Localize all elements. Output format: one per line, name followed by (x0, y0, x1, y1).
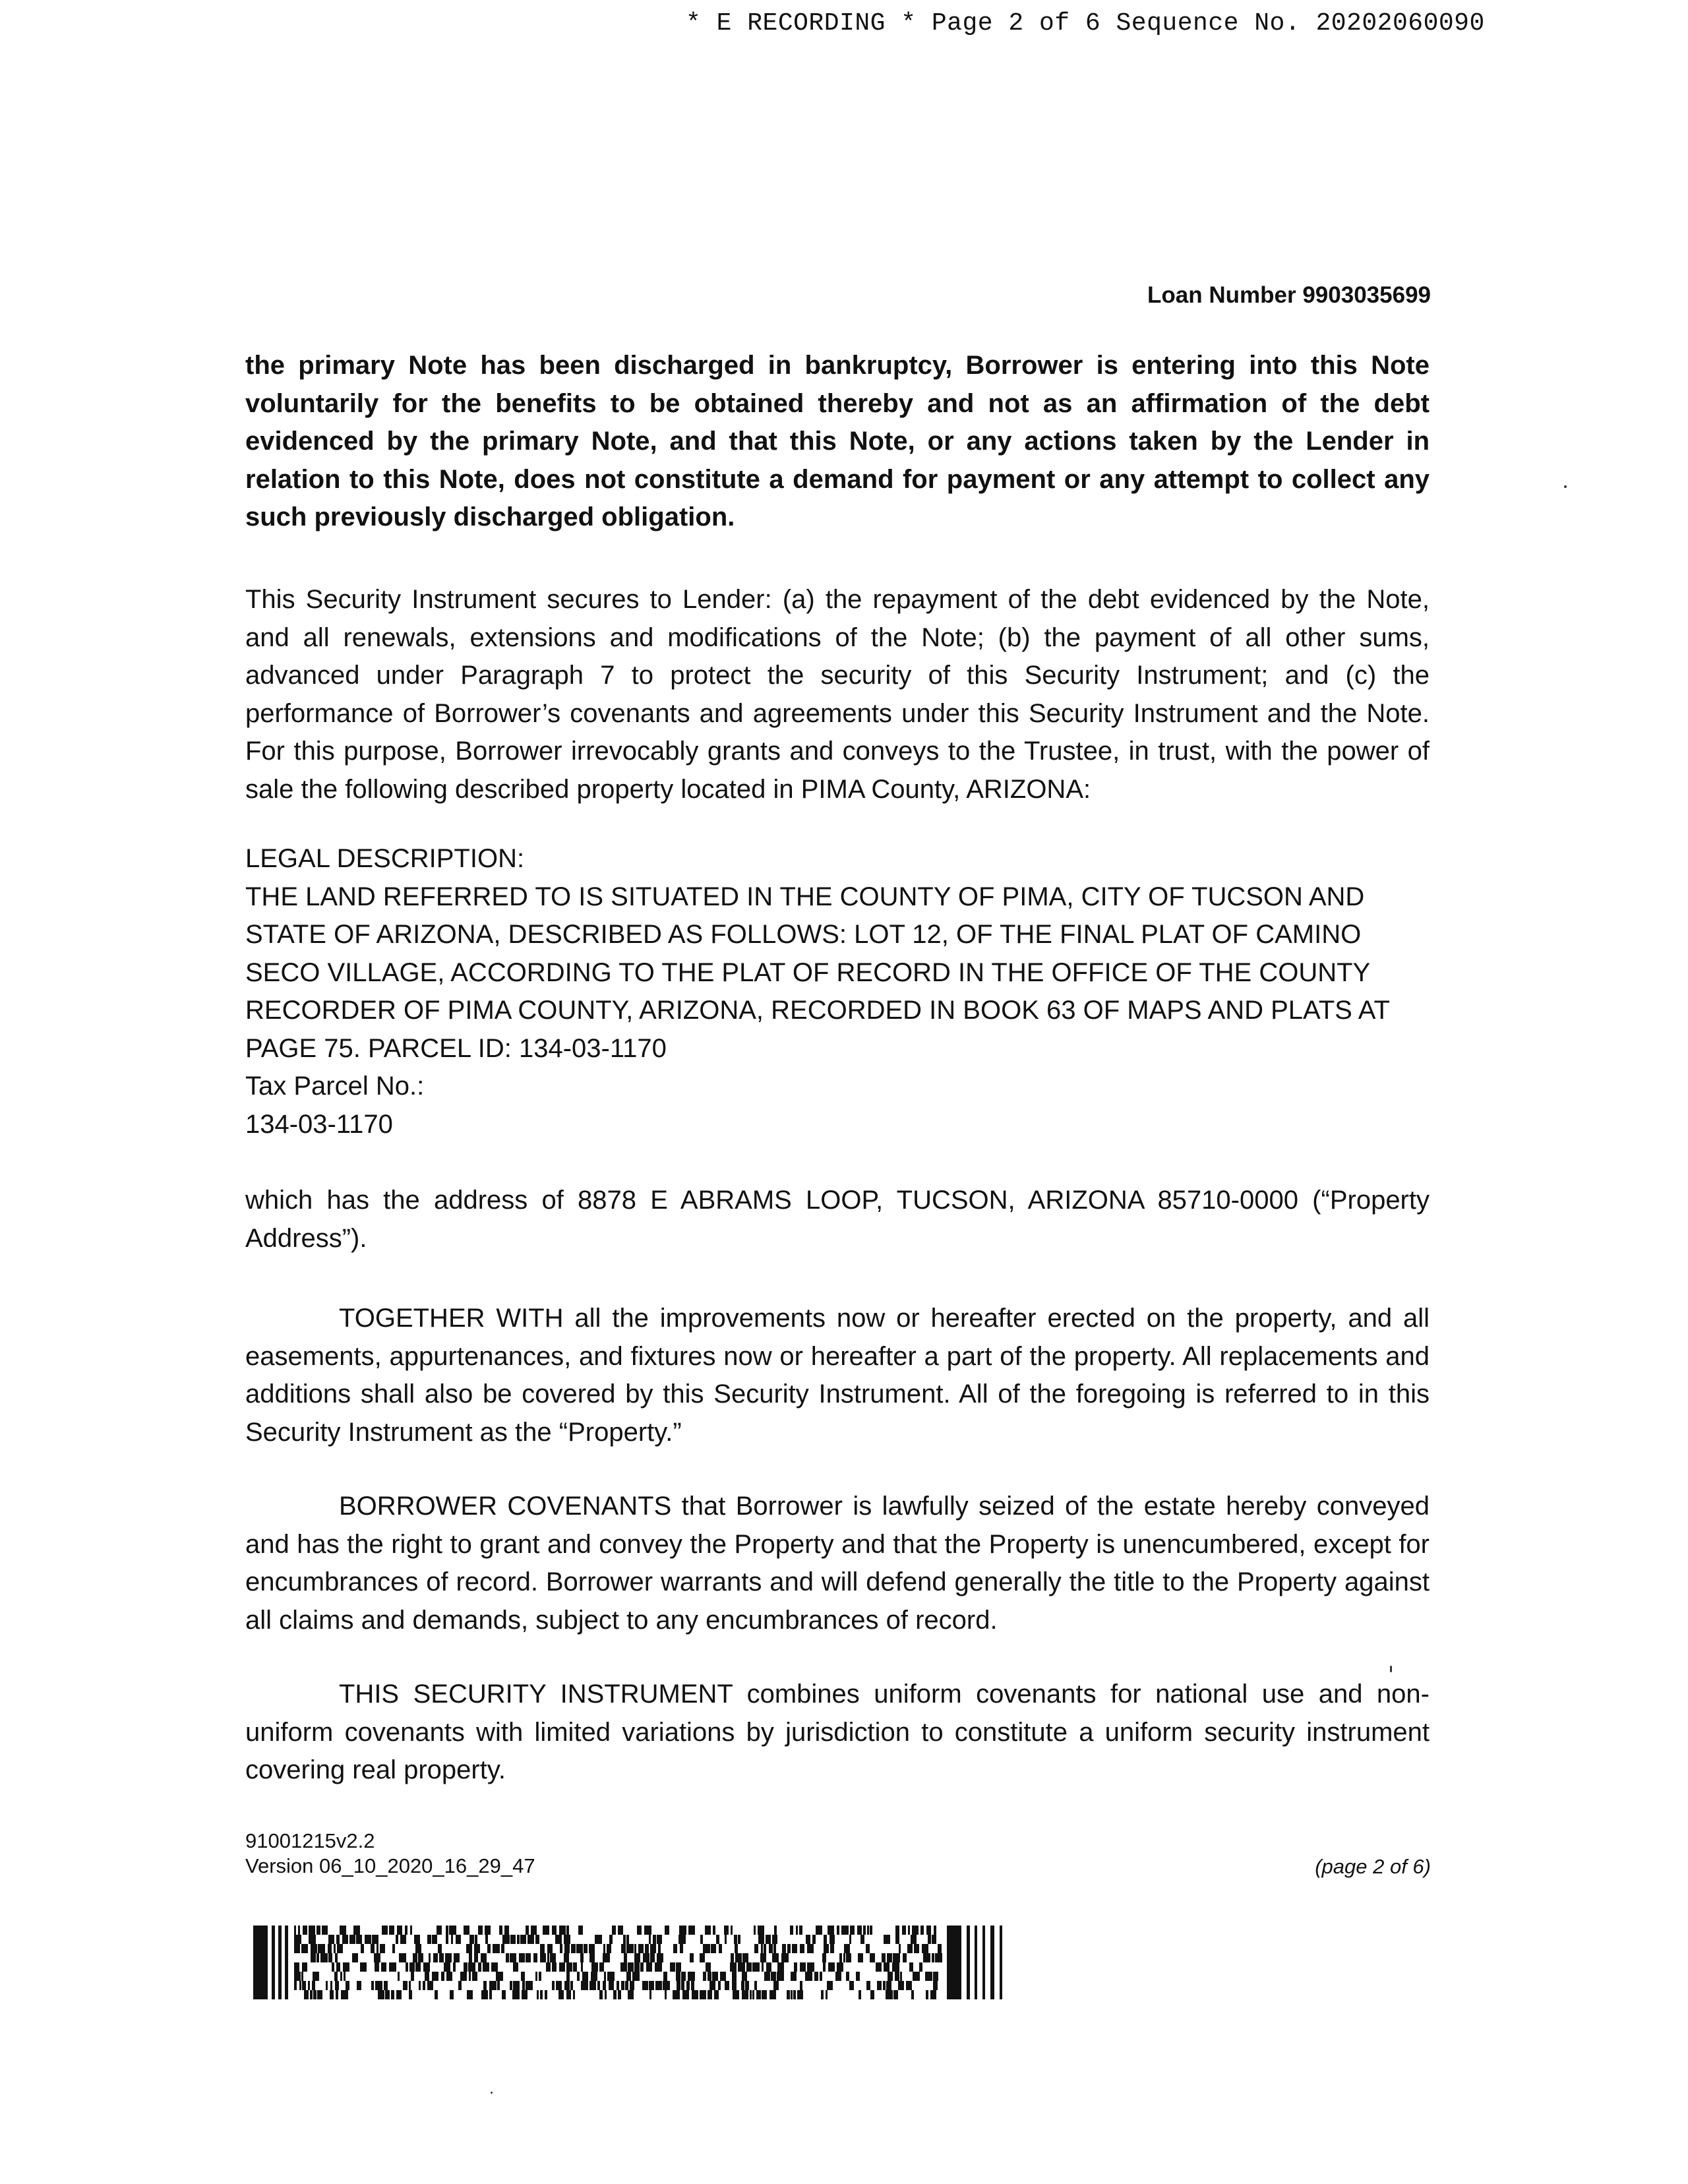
together-with-paragraph: TOGETHER WITH all the improvements now or hereafter erected on the property, and all easements, appurtenances, and fixtures now or hereafter a part of the property. All replacements and additions shall also be covered by this Security Instrument. All of the foregoing is referred to in this Security Instrument as the “Property.” (245, 1304, 1430, 1447)
scan-speck (1390, 1666, 1392, 1672)
scan-speck (1564, 485, 1567, 488)
loan-number: Loan Number 9903035699 (1147, 282, 1431, 308)
legal-line: RECORDER OF PIMA COUNTY, ARIZONA, RECORDED IN BOOK 63 OF MAPS AND PLATS AT (245, 996, 1390, 1025)
legal-heading: LEGAL DESCRIPTION: (245, 844, 525, 873)
recording-header: * E RECORDING * Page 2 of 6 Sequence No. 20202060090 (686, 9, 1485, 38)
legal-line: THE LAND REFERRED TO IS SITUATED IN THE COUNTY OF PIMA, CITY OF TUCSON AND (245, 882, 1365, 911)
legal-line: PAGE 75. PARCEL ID: 134-03-1170 (245, 1033, 667, 1063)
form-id: 91001215v2.2 (245, 1829, 375, 1852)
version-string: Version 06_10_2020_16_29_47 (245, 1854, 535, 1877)
borrower-covenants-paragraph: BORROWER COVENANTS that Borrower is lawfully seized of the estate hereby conveyed and has the right to grant and convey the Property and that the Property is unencumbered, except for encumbrances of record. Borrower warrants and will defend generally the title to the Property against all claims and demands, subject to any encumbrances of record. (245, 1492, 1430, 1635)
bankruptcy-paragraph: the primary Note has been discharged in bankruptcy, Borrower is entering into this Note voluntarily for the benefits to be obtained thereby and not as an affirmation of the debt evidenced by the primary Note, and that this Note, or any actions taken by the Lender in relation to this Note, does not constitute a demand for payment or any attempt to collect any such previously discharged obligation. (245, 351, 1430, 531)
tax-parcel-value: 134-03-1170 (245, 1109, 393, 1139)
scan-speck (491, 2092, 493, 2094)
security-instrument-paragraph: THIS SECURITY INSTRUMENT combines uniform covenants for national use and non-uniform covenants with limited variations by jurisdiction to constitute a uniform security instrument covering real property. (245, 1680, 1430, 1784)
address-paragraph: which has the address of 8878 E ABRAMS LOOP, TUCSON, ARIZONA 85710-0000 (“Property Address”). (245, 1186, 1430, 1253)
pdf417-barcode-icon (253, 1926, 1005, 1999)
secures-paragraph: This Security Instrument secures to Lender: (a) the repayment of the debt evidenced by the Note, and all renewals, extensions and modifications of the Note; (b) the payment of all other sums, advanced under Paragraph 7 to protect the security of this Security Instrument; and (c) the performance of Borrower’s covenants and agreements under this Security Instrument and the Note. For this purpose, Borrower irrevocably grants and conveys to the Trustee, in trust, with the power of sale the following described property located in PIMA County, ARIZONA: (245, 585, 1430, 804)
legal-line: SECO VILLAGE, ACCORDING TO THE PLAT OF RECORD IN THE OFFICE OF THE COUNTY (245, 957, 1371, 987)
footer-form-info (245, 1829, 535, 1879)
legal-line: STATE OF ARIZONA, DESCRIBED AS FOLLOWS: LOT 12, OF THE FINAL PLAT OF CAMINO (245, 920, 1362, 949)
legal-description (245, 840, 1430, 1143)
tax-parcel-label: Tax Parcel No.: (245, 1072, 425, 1101)
page-marker: (page 2 of 6) (1315, 1855, 1431, 1878)
